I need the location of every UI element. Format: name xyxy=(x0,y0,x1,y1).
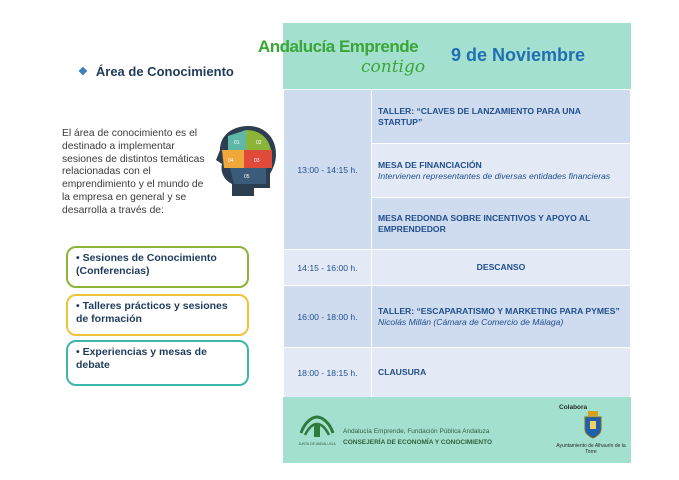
diamond-bullet-icon: ❖ xyxy=(78,66,88,78)
event-date: 9 de Noviembre xyxy=(451,45,586,65)
pill-experiencias: • Experiencias y mesas de debate xyxy=(66,340,249,386)
event-title: MESA DE FINANCIACIÓN xyxy=(378,159,482,170)
footer-line-2: CONSEJERÍA DE ECONOMÍA Y CONOCIMIENTO xyxy=(343,439,493,446)
colabora-label: Colabora xyxy=(559,404,588,411)
junta-andalucia-logo xyxy=(295,411,339,449)
left-column xyxy=(0,0,283,480)
table-row xyxy=(284,286,631,348)
footer-line-1: Andalucía Emprende, Fundación Pública Andaluza xyxy=(343,428,490,435)
time-cell: 16:00 - 18:00 h. xyxy=(284,286,372,348)
town-crest-icon xyxy=(583,411,603,439)
table-row xyxy=(284,348,631,398)
time-cell: 13:00 - 14:15 h. xyxy=(284,90,372,250)
head-number-04: 04 xyxy=(228,158,234,164)
header-band xyxy=(258,23,631,89)
time-cell: 18:00 - 18:15 h. xyxy=(284,348,372,398)
brand-tagline: contigo xyxy=(361,57,426,77)
brand-logo-text: Andalucía Emprende xyxy=(258,37,419,56)
event-subtitle: Nicolás Millán (Cámara de Comercio de Málaga) xyxy=(378,316,564,327)
event-cell: TALLER: “CLAVES DE LANZAMIENTO PARA UNA STARTUP” xyxy=(372,90,631,144)
schedule-table xyxy=(283,89,631,398)
section-title-text: Área de Conocimiento xyxy=(95,64,234,79)
intro-paragraph: El área de conocimiento es el destinado a implementar sesiones de distintos temáticas relacionadas con el emprendimiento y el mundo de la empresa en general y se desarrolla a través de: xyxy=(62,128,205,216)
head-number-02: 02 xyxy=(256,140,262,146)
ayuntamiento-label: Ayuntamiento de Alhaurín de la Torre xyxy=(556,443,626,455)
head-number-01: 01 xyxy=(234,140,240,146)
event-cell xyxy=(372,144,631,198)
pill-talleres: • Talleres prácticos y sesiones de formación xyxy=(66,294,249,336)
footer-band xyxy=(283,397,631,463)
event-title: TALLER: “ESCAPARATISMO Y MARKETING PARA PYMES” xyxy=(378,305,620,316)
head-number-03: 03 xyxy=(254,158,260,164)
time-cell: 14:15 - 16:00 h. xyxy=(284,250,372,286)
junta-label: JUNTA DE ANDALUCIA xyxy=(298,442,336,446)
event-cell: DESCANSO xyxy=(372,250,631,286)
event-cell: MESA REDONDA SOBRE INCENTIVOS Y APOYO AL EMPRENDEDOR xyxy=(372,198,631,250)
head-number-05: 05 xyxy=(244,174,250,180)
event-cell xyxy=(372,286,631,348)
table-row xyxy=(284,250,631,286)
event-subtitle: Intervienen representantes de diversas entidades financieras xyxy=(378,170,611,181)
event-cell: CLAUSURA xyxy=(372,348,631,398)
pill-conferencias: • Sesiones de Conocimiento (Conferencias) xyxy=(66,246,249,288)
section-title xyxy=(78,64,234,79)
table-row xyxy=(284,90,631,144)
head-puzzle-icon xyxy=(210,124,278,198)
